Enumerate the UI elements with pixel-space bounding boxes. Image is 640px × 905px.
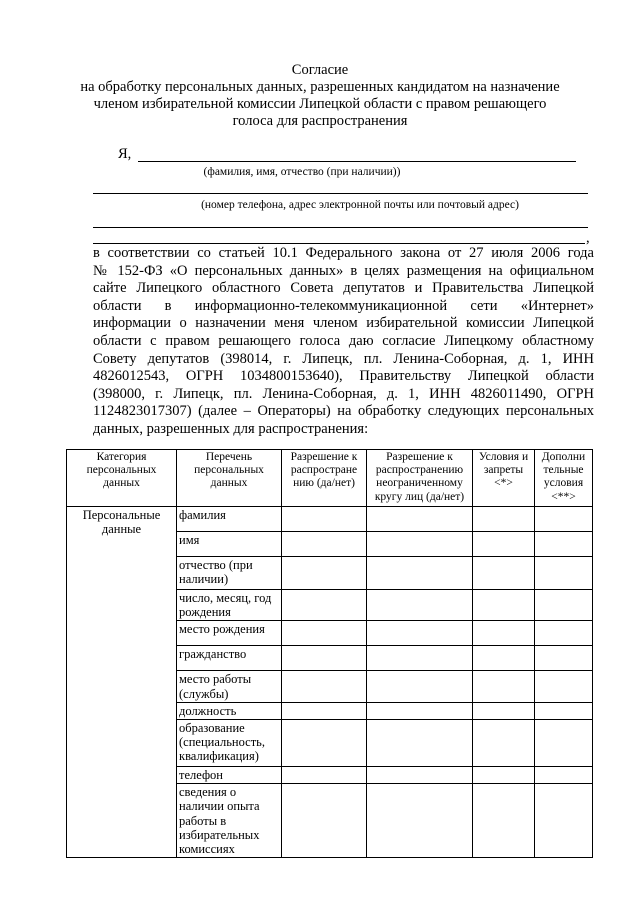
contact-hint: (номер телефона, адрес электронной почты или почтовый адрес) bbox=[201, 199, 519, 211]
unlimited-permission-cell[interactable] bbox=[367, 671, 473, 702]
additional-conditions-cell[interactable] bbox=[535, 671, 593, 702]
conditions-cell[interactable] bbox=[473, 646, 535, 671]
conditions-cell[interactable] bbox=[473, 784, 535, 858]
document-subtitle-line-3: голоса для распространения bbox=[232, 113, 408, 129]
conditions-cell[interactable] bbox=[473, 557, 535, 590]
conditions-cell[interactable] bbox=[473, 720, 535, 767]
permission-cell[interactable] bbox=[282, 557, 367, 590]
fio-input-line[interactable] bbox=[138, 161, 576, 162]
paragraph-line: (398000, г. Липецк, пл. Ленина-Соборная, д. 1, ИНН 4826011490, ОГРН bbox=[93, 385, 594, 402]
conditions-cell[interactable] bbox=[473, 767, 535, 784]
permission-cell[interactable] bbox=[282, 507, 367, 532]
paragraph-line: 4826012543, ОГРН 1034800153640), Правительству Липецкой области bbox=[93, 368, 594, 385]
row-label: должность bbox=[177, 702, 282, 719]
paragraph-line: 1124823017307) (далее – Операторы) на обработку следующих персональных bbox=[93, 403, 594, 420]
unlimited-permission-cell[interactable] bbox=[367, 702, 473, 719]
conditions-cell[interactable] bbox=[473, 621, 535, 646]
row-label: фамилия bbox=[177, 507, 282, 532]
permission-cell[interactable] bbox=[282, 671, 367, 702]
paragraph-line: области в информационно-телекоммуникационной сети «Интернет» bbox=[93, 297, 594, 314]
paragraph-line: данных, разрешенных для распространения: bbox=[93, 420, 369, 437]
unlimited-permission-cell[interactable] bbox=[367, 532, 473, 557]
header-unlimited-permission: Разрешение к распространению неограниченному кругу лиц (да/нет) bbox=[367, 450, 473, 507]
row-label: отчество (при наличии) bbox=[177, 557, 282, 590]
additional-conditions-cell[interactable] bbox=[535, 532, 593, 557]
row-label: сведения о наличии опыта работы в избирательных комиссиях bbox=[177, 784, 282, 858]
document-subtitle-line-2: членом избирательной комиссии Липецкой области с правом решающего bbox=[93, 96, 547, 112]
header-list: Перечень персональных данных bbox=[177, 450, 282, 507]
header-permission: Разрешение к распростране нию (да/нет) bbox=[282, 450, 367, 507]
paragraph-line: сайте Липецкого областного Совета депутатов и Правительства Липецкой bbox=[93, 280, 594, 297]
unlimited-permission-cell[interactable] bbox=[367, 646, 473, 671]
paragraph-line: области с правом решающего голоса даю согласие Липецкому областному bbox=[93, 332, 594, 349]
permission-cell[interactable] bbox=[282, 784, 367, 858]
additional-conditions-cell[interactable] bbox=[535, 646, 593, 671]
unlimited-permission-cell[interactable] bbox=[367, 767, 473, 784]
additional-conditions-cell[interactable] bbox=[535, 507, 593, 532]
additional-conditions-cell[interactable] bbox=[535, 590, 593, 621]
unlimited-permission-cell[interactable] bbox=[367, 507, 473, 532]
paragraph-line: информации о назначении меня членом избирательной комиссии Липецкой bbox=[93, 315, 594, 332]
fio-hint: (фамилия, имя, отчество (при наличии)) bbox=[203, 166, 401, 178]
conditions-cell[interactable] bbox=[473, 507, 535, 532]
conditions-cell[interactable] bbox=[473, 532, 535, 557]
permission-cell[interactable] bbox=[282, 590, 367, 621]
unlimited-permission-cell[interactable] bbox=[367, 784, 473, 858]
conditions-cell[interactable] bbox=[473, 671, 535, 702]
permission-cell[interactable] bbox=[282, 702, 367, 719]
contact-input-line-2[interactable] bbox=[93, 243, 585, 244]
paragraph-line: № 152-ФЗ «О персональных данных» в целях размещения на официальном bbox=[93, 262, 594, 279]
contact-input-line-1[interactable] bbox=[93, 227, 588, 228]
row-label: место рождения bbox=[177, 621, 282, 646]
personal-data-table bbox=[66, 449, 593, 858]
header-additional-conditions: Дополни тельные условия <**> bbox=[535, 450, 593, 507]
additional-conditions-cell[interactable] bbox=[535, 557, 593, 590]
row-label: телефон bbox=[177, 767, 282, 784]
paragraph-line: в соответствии со статьей 10.1 Федерального закона от 27 июля 2006 года bbox=[93, 245, 594, 261]
paragraph-line: Совету депутатов (398014, г. Липецк, пл. Ленина-Соборная, д. 1, ИНН bbox=[93, 350, 594, 367]
table-row bbox=[67, 507, 593, 532]
permission-cell[interactable] bbox=[282, 621, 367, 646]
additional-conditions-cell[interactable] bbox=[535, 784, 593, 858]
permission-cell[interactable] bbox=[282, 720, 367, 767]
permission-cell[interactable] bbox=[282, 532, 367, 557]
additional-conditions-cell[interactable] bbox=[535, 767, 593, 784]
fio-continuation-line[interactable] bbox=[93, 193, 588, 194]
row-label: число, месяц, год рождения bbox=[177, 590, 282, 621]
consent-paragraph bbox=[93, 245, 594, 439]
header-category: Категория персональных данных bbox=[67, 450, 177, 507]
row-label: имя bbox=[177, 532, 282, 557]
ya-label: Я, bbox=[118, 146, 132, 162]
unlimited-permission-cell[interactable] bbox=[367, 621, 473, 646]
additional-conditions-cell[interactable] bbox=[535, 702, 593, 719]
row-label: место работы (службы) bbox=[177, 671, 282, 702]
category-cell: Персональные данные bbox=[67, 507, 177, 858]
additional-conditions-cell[interactable] bbox=[535, 621, 593, 646]
document-title: Согласие bbox=[291, 62, 349, 78]
line-comma: , bbox=[586, 230, 590, 246]
additional-conditions-cell[interactable] bbox=[535, 720, 593, 767]
conditions-cell[interactable] bbox=[473, 590, 535, 621]
header-conditions: Условия и запреты <*> bbox=[473, 450, 535, 507]
document-subtitle-line-1: на обработку персональных данных, разрешенных кандидатом на назначение bbox=[80, 79, 560, 95]
row-label: гражданство bbox=[177, 646, 282, 671]
permission-cell[interactable] bbox=[282, 767, 367, 784]
unlimited-permission-cell[interactable] bbox=[367, 720, 473, 767]
conditions-cell[interactable] bbox=[473, 702, 535, 719]
unlimited-permission-cell[interactable] bbox=[367, 590, 473, 621]
row-label: образование (специальность, квалификация) bbox=[177, 720, 282, 767]
permission-cell[interactable] bbox=[282, 646, 367, 671]
unlimited-permission-cell[interactable] bbox=[367, 557, 473, 590]
